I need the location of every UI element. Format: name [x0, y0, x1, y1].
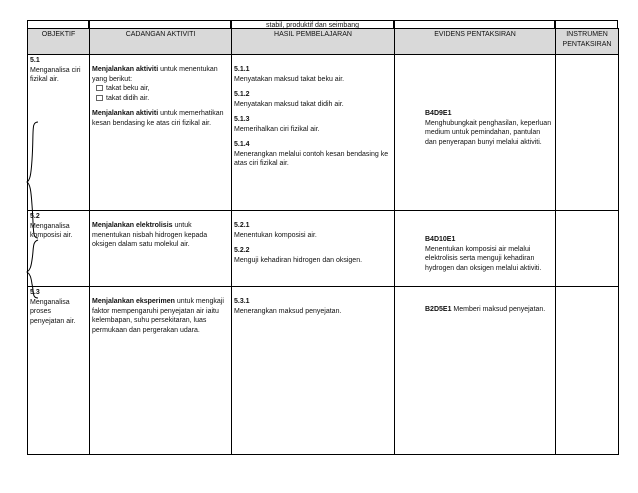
outcome-text: Menyatakan maksud takat didih air.: [234, 100, 344, 108]
table-row: [28, 287, 619, 455]
bullet-box-icon: [96, 85, 103, 91]
table-row: [28, 55, 619, 211]
evidence-text: Memberi maksud penyejatan.: [453, 306, 546, 313]
objective-number: 5.1: [30, 57, 40, 64]
activity-keyword: Menjalankan aktiviti: [92, 110, 159, 117]
outcome-number: 5.1.3: [234, 116, 250, 123]
outcome-number: 5.1.4: [234, 141, 250, 148]
header-evidens-pentaksiran: EVIDENS PENTAKSIRAN: [395, 29, 556, 55]
table-row: [28, 211, 619, 287]
header-objektif: OBJEKTIF: [28, 29, 90, 55]
header-cadangan-aktiviti: CADANGAN AKTIVITI: [90, 29, 232, 55]
outcome-number: 5.1.2: [234, 91, 250, 98]
activity-text: untuk mengkaji faktor mempengaruhi penyejatan air iaitu kelembapan, suhu persekitaran, luas permukaan dan pergerakan udara.: [92, 298, 224, 334]
evidence-code: B4D10E1: [425, 236, 456, 243]
activity-cell: [90, 287, 232, 455]
outcome-text: Memerihalkan ciri fizikal air.: [234, 125, 320, 133]
outcome-cell: [232, 55, 395, 211]
outcome-text: Menerangkan melalui contoh kesan bendasing ke atas ciri fizikal air.: [234, 150, 389, 167]
objective-text: Menganalisa komposisi air.: [30, 222, 73, 239]
activity-text: untuk menentukan yang berikut:: [92, 66, 218, 83]
header-instrumen-pentaksiran: INSTRUMEN PENTAKSIRAN: [556, 29, 619, 55]
header-row: [28, 29, 619, 55]
evidence-cell: [395, 211, 556, 287]
curly-brace-icon: [26, 120, 40, 300]
evidence-cell: [395, 287, 556, 455]
instrument-cell: [556, 211, 619, 287]
objective-number: 5.2: [30, 213, 40, 220]
outcome-number: 5.3.1: [234, 298, 250, 305]
activity-keyword: Menjalankan aktiviti: [92, 66, 159, 73]
objective-number: 5.3: [30, 289, 40, 296]
evidence-cell: [395, 55, 556, 211]
activity-keyword: Menjalankan eksperimen: [92, 298, 175, 305]
activity-cell: [90, 211, 232, 287]
instrument-cell: [556, 287, 619, 455]
objective-cell: [28, 287, 90, 455]
header-hasil-pembelajaran: HASIL PEMBELAJARAN: [232, 29, 395, 55]
outcome-text: Menerangkan maksud penyejatan.: [234, 307, 342, 315]
curriculum-table: [27, 28, 619, 455]
objective-text: Menganalisa proses penyejatan air.: [30, 298, 76, 325]
outcome-cell: [232, 287, 395, 455]
outcome-text: Menyatakan maksud takat beku air.: [234, 75, 345, 83]
activity-cell: [90, 55, 232, 211]
outcome-number: 5.2.2: [234, 247, 250, 254]
outcome-number: 5.1.1: [234, 66, 250, 73]
list-item: takat didih air.: [92, 94, 229, 104]
outcome-cell: [232, 211, 395, 287]
list-item: takat beku air,: [92, 84, 229, 94]
evidence-code: B4D9E1: [425, 110, 452, 117]
bullet-box-icon: [96, 95, 103, 101]
outcome-number: 5.2.1: [234, 222, 250, 229]
instrument-cell: [556, 55, 619, 211]
objective-text: Menganalisa ciri fizikal air.: [30, 66, 81, 83]
outcome-text: Menentukan komposisi air.: [234, 231, 317, 239]
activity-text: untuk memerhatikan kesan bendasing ke atas ciri fizikal air.: [92, 110, 224, 127]
outcome-text: Menguji kehadiran hidrogen dan oksigen.: [234, 256, 363, 264]
evidence-code: B2D5E1: [425, 306, 452, 313]
activity-text: untuk menentukan nisbah hidrogen kepada oksigen dalam satu molekul air.: [92, 222, 208, 248]
evidence-text: Menentukan komposisi air melalui elektrolisis serta menguji kehadiran hydrogen dan oksigen melalui aktiviti.: [425, 245, 542, 272]
activity-keyword: Menjalankan elektrolisis: [92, 222, 173, 229]
evidence-text: Menghubungkait penghasilan, keperluan medium untuk pemindahan, pantulan dan penyerapan bunyi melalui aktiviti.: [425, 119, 552, 146]
continuation-text: stabil, produktif dan seimbang: [231, 20, 394, 29]
